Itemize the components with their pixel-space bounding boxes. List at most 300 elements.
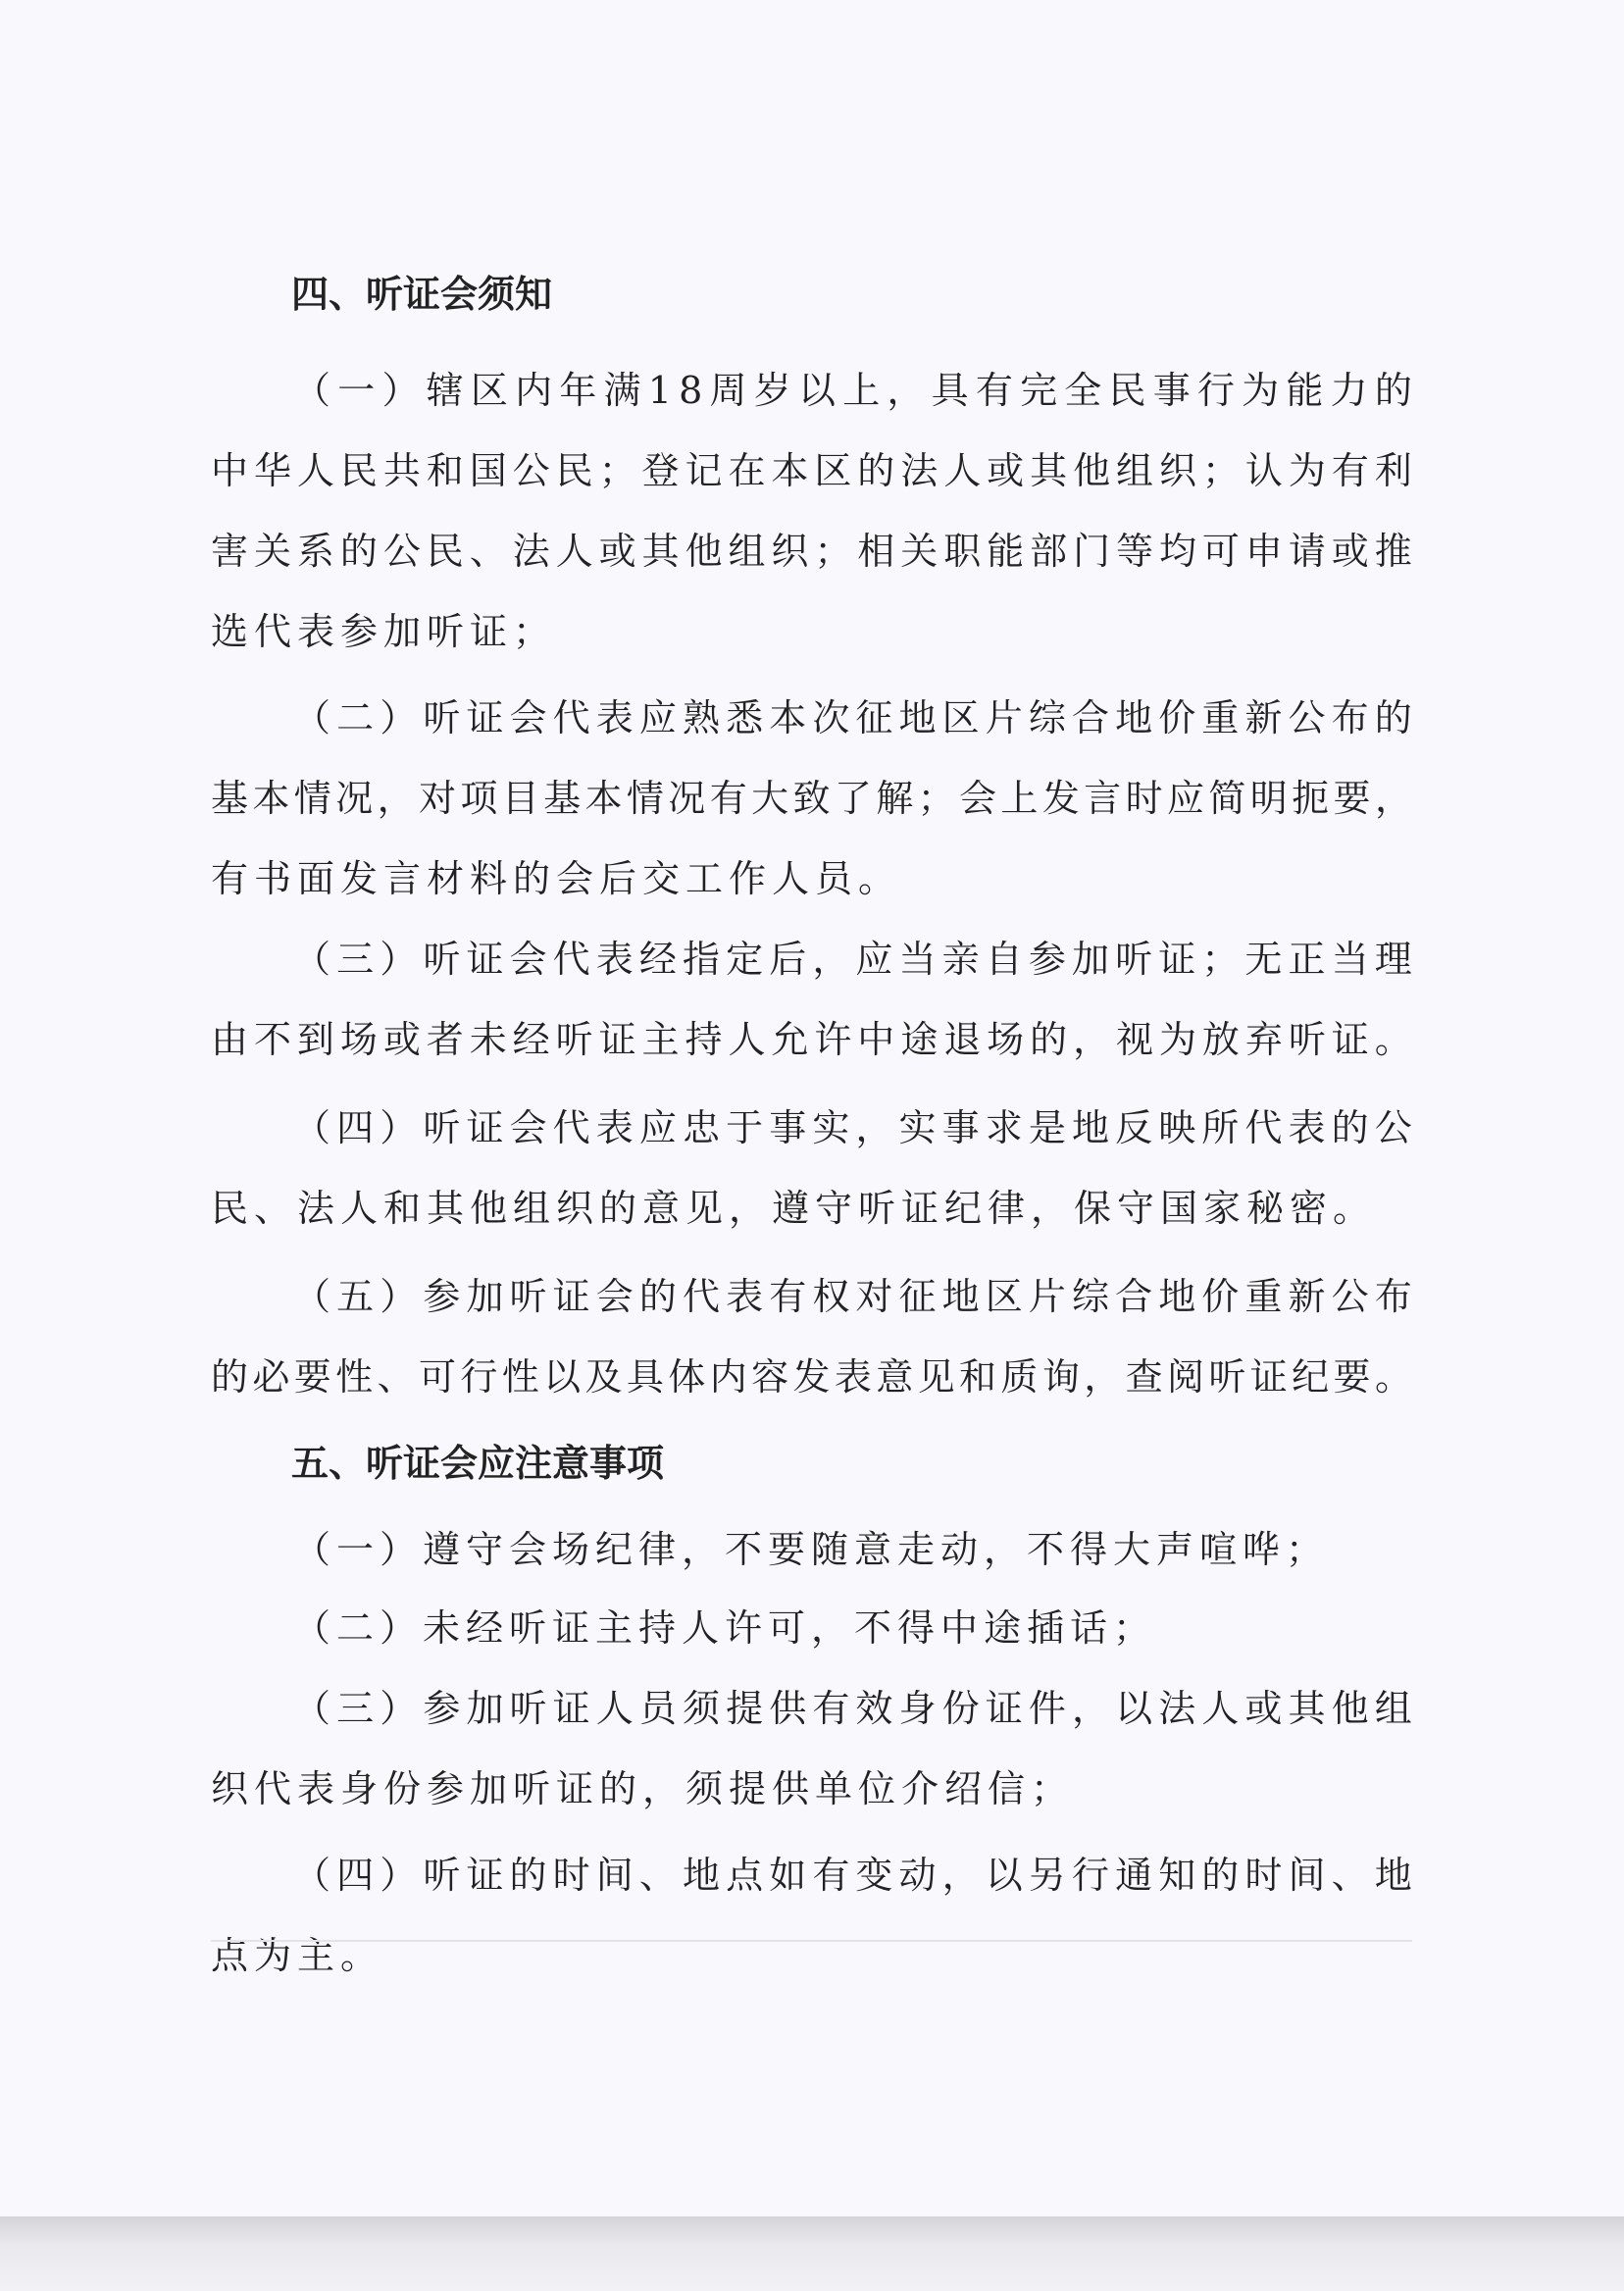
glyph: 布 — [1331, 696, 1369, 739]
glyph: 和 — [426, 449, 464, 492]
glyph: 动 — [898, 1854, 937, 1897]
glyph: 的 — [509, 1854, 547, 1897]
glyph: 听 — [509, 1275, 547, 1318]
glyph: 其 — [641, 530, 680, 573]
glyph: 情 — [293, 777, 331, 820]
text-line: 点为主。 — [211, 1934, 384, 1977]
glyph: 具 — [626, 1355, 664, 1399]
glyph: 职 — [943, 530, 982, 573]
glyph: 代 — [682, 1275, 720, 1318]
glyph: 五 — [336, 1275, 375, 1318]
glyph: 法 — [512, 530, 550, 573]
glyph: 行 — [460, 1355, 498, 1399]
glyph: 权 — [812, 1275, 850, 1318]
glyph: 合 — [1115, 1275, 1153, 1318]
faint-divider-line — [211, 1940, 1412, 1942]
glyph: 时 — [552, 1854, 590, 1897]
glyph: 要 — [293, 1355, 331, 1399]
glyph: 变 — [855, 1854, 893, 1897]
glyph: 推 — [1374, 530, 1412, 573]
glyph: 基 — [211, 777, 249, 820]
glyph: 证 — [466, 1106, 504, 1149]
glyph: 途 — [900, 1018, 939, 1061]
glyph: 对 — [855, 1275, 893, 1318]
glyph: 法 — [1158, 1687, 1196, 1730]
glyph: 于 — [726, 1106, 764, 1149]
glyph: 、 — [638, 1854, 677, 1897]
glyph: 可 — [418, 1355, 456, 1399]
glyph: 人 — [1201, 1687, 1240, 1730]
glyph: 、 — [1331, 1854, 1369, 1897]
glyph: 相 — [857, 530, 895, 573]
glyph: 对 — [418, 777, 456, 820]
glyph: 事 — [1152, 369, 1191, 412]
glyph: 间 — [595, 1854, 634, 1897]
glyph: 发 — [792, 1355, 831, 1399]
glyph: 听 — [1208, 1355, 1246, 1399]
glyph: 熟 — [682, 696, 720, 739]
glyph: 后 — [769, 938, 807, 981]
glyph: 时 — [1125, 777, 1163, 820]
glyph: 完 — [1020, 369, 1058, 412]
glyph: （ — [293, 1854, 331, 1897]
glyph: 会 — [509, 696, 547, 739]
glyph: 体 — [668, 1355, 706, 1399]
glyph: 组 — [1374, 1687, 1412, 1730]
glyph: 允 — [771, 1018, 809, 1061]
glyph: 要 — [1333, 1355, 1371, 1399]
glyph: 听 — [423, 1106, 461, 1149]
glyph: 加 — [466, 1687, 504, 1730]
glyph: 映 — [1158, 1106, 1196, 1149]
glyph: 片 — [985, 696, 1023, 739]
glyph: 或 — [598, 530, 636, 573]
glyph: 申 — [1244, 530, 1283, 573]
glyph: 不 — [253, 1018, 291, 1061]
glyph: 主 — [641, 1018, 680, 1061]
glyph: 区 — [470, 369, 508, 412]
glyph: 辖 — [426, 369, 464, 412]
glyph: 意 — [876, 1355, 914, 1399]
glyph: 民 — [1108, 369, 1146, 412]
glyph: ； — [598, 449, 636, 492]
glyph: 正 — [1288, 938, 1326, 981]
glyph: 场 — [987, 1018, 1025, 1061]
glyph: 等 — [1116, 530, 1154, 573]
glyph: 经 — [512, 1018, 550, 1061]
glyph: ， — [1071, 1687, 1109, 1730]
glyph: 或 — [987, 449, 1025, 492]
glyph: 人 — [555, 530, 593, 573]
glyph: 有 — [709, 777, 747, 820]
glyph: 表 — [595, 1106, 634, 1149]
glyph: 证 — [985, 1687, 1023, 1730]
glyph: 参 — [423, 1275, 461, 1318]
glyph: 及 — [584, 1355, 623, 1399]
glyph: 本 — [252, 777, 290, 820]
glyph: 的 — [339, 530, 378, 573]
section-heading: 五、听证会应注意事项 — [291, 1442, 665, 1485]
glyph: 地 — [682, 1854, 720, 1897]
glyph: 害 — [211, 530, 249, 573]
glyph: 加 — [466, 1275, 504, 1318]
glyph: 事 — [941, 1106, 980, 1149]
glyph: 二 — [336, 696, 375, 739]
glyph: 周 — [709, 369, 747, 412]
glyph: 扼 — [1292, 777, 1330, 820]
glyph: 为 — [1158, 1018, 1196, 1061]
text-line — [293, 1851, 1412, 1900]
text-line — [211, 1352, 1412, 1401]
glyph: 的 — [857, 449, 895, 492]
glyph: 和 — [959, 1355, 997, 1399]
glyph: 员 — [638, 1687, 677, 1730]
glyph: 性 — [335, 1355, 374, 1399]
glyph: 应 — [638, 696, 677, 739]
glyph: 必 — [252, 1355, 290, 1399]
glyph: 征 — [855, 696, 893, 739]
glyph: 地 — [898, 696, 937, 739]
glyph: 行 — [1071, 1854, 1109, 1897]
glyph: 证 — [466, 1854, 504, 1897]
glyph: 是 — [1028, 1106, 1066, 1149]
glyph: 许 — [814, 1018, 852, 1061]
glyph: 有 — [975, 369, 1013, 412]
glyph: 的 — [638, 1275, 677, 1318]
glyph: 他 — [685, 530, 723, 573]
glyph: 听 — [1115, 938, 1153, 981]
glyph: 价 — [1201, 1275, 1240, 1318]
glyph: 会 — [959, 777, 997, 820]
glyph: 或 — [1244, 1687, 1283, 1730]
glyph: 有 — [769, 1275, 807, 1318]
glyph: 听 — [1288, 1018, 1326, 1061]
glyph: ， — [941, 1854, 980, 1897]
glyph: 证 — [466, 938, 504, 981]
glyph: 退 — [943, 1018, 982, 1061]
glyph: 悉 — [726, 696, 764, 739]
glyph: （ — [293, 938, 331, 981]
scan-bottom-edge — [0, 2216, 1624, 2291]
glyph: 简 — [1208, 777, 1246, 820]
glyph: 表 — [726, 1275, 764, 1318]
glyph: 或 — [1331, 530, 1369, 573]
glyph: ， — [812, 938, 850, 981]
glyph: 实 — [898, 1106, 937, 1149]
glyph: 内 — [709, 1355, 747, 1399]
glyph: 关 — [900, 530, 939, 573]
glyph: 人 — [595, 1687, 634, 1730]
glyph: 四 — [336, 1106, 375, 1149]
glyph: 应 — [1166, 777, 1204, 820]
glyph: 年 — [559, 369, 597, 412]
glyph: 公 — [1288, 696, 1326, 739]
text-line — [293, 1684, 1412, 1733]
text-line: 民、法人和其他组织的意见，遵守听证纪律，保守国家秘密。 — [211, 1187, 1377, 1230]
glyph: 证 — [552, 1275, 590, 1318]
glyph: 者 — [426, 1018, 464, 1061]
glyph: 组 — [728, 530, 766, 573]
glyph: 况 — [335, 777, 374, 820]
glyph: 会 — [509, 938, 547, 981]
glyph: 他 — [1073, 449, 1111, 492]
glyph: 提 — [726, 1687, 764, 1730]
glyph: ） — [381, 369, 420, 412]
glyph: ， — [855, 1106, 893, 1149]
glyph: ， — [1374, 777, 1412, 820]
glyph: 的 — [211, 1355, 249, 1399]
glyph: 加 — [1071, 938, 1109, 981]
glyph: 内 — [515, 369, 553, 412]
glyph: 的 — [1201, 1854, 1240, 1897]
glyph: 次 — [812, 696, 850, 739]
glyph: 或 — [382, 1018, 421, 1061]
text-line — [293, 935, 1412, 984]
glyph: 无 — [1244, 938, 1283, 981]
section-heading: 四、听证会须知 — [291, 273, 553, 316]
glyph: 公 — [382, 530, 421, 573]
glyph: 满 — [603, 369, 641, 412]
glyph: 中 — [857, 1018, 895, 1061]
glyph: 四 — [336, 1854, 375, 1897]
glyph: 应 — [638, 1106, 677, 1149]
glyph: 未 — [469, 1018, 507, 1061]
glyph: 纪 — [1292, 1355, 1330, 1399]
glyph: 言 — [1084, 777, 1122, 820]
glyph: 表 — [595, 696, 634, 739]
glyph: 。 — [1374, 1018, 1412, 1061]
glyph: 供 — [769, 1687, 807, 1730]
glyph: 间 — [1288, 1854, 1326, 1897]
glyph: 会 — [509, 1106, 547, 1149]
glyph: 持 — [685, 1018, 723, 1061]
glyph: 其 — [1030, 449, 1068, 492]
text-line — [293, 693, 1412, 742]
glyph: 上 — [1000, 777, 1039, 820]
text-line: 织代表身份参加听证的，须提供单位介绍信； — [211, 1767, 1075, 1810]
glyph: 织 — [1158, 449, 1196, 492]
glyph: 人 — [728, 1018, 766, 1061]
glyph: 均 — [1158, 530, 1196, 573]
glyph: 的 — [1030, 1018, 1068, 1061]
glyph: 行 — [1196, 369, 1235, 412]
glyph: 查 — [1125, 1355, 1163, 1399]
glyph: 发 — [1041, 777, 1080, 820]
glyph: 质 — [1000, 1355, 1039, 1399]
glyph: 综 — [1071, 1275, 1109, 1318]
glyph: 听 — [509, 1687, 547, 1730]
glyph: 定 — [726, 938, 764, 981]
glyph: ） — [380, 1687, 418, 1730]
glyph: 有 — [812, 1854, 850, 1897]
glyph: 中 — [211, 449, 249, 492]
glyph: 为 — [1242, 369, 1280, 412]
glyph: 在 — [728, 449, 766, 492]
text-line — [293, 1103, 1412, 1152]
glyph: 布 — [1374, 1275, 1412, 1318]
glyph: 片 — [1028, 1275, 1066, 1318]
glyph: 表 — [1288, 1106, 1326, 1149]
glyph: 应 — [855, 938, 893, 981]
glyph: 代 — [1244, 1106, 1283, 1149]
glyph: 法 — [900, 449, 939, 492]
glyph: 以 — [1115, 1687, 1153, 1730]
glyph: 参 — [423, 1687, 461, 1730]
glyph: 基 — [543, 777, 582, 820]
glyph: 证 — [466, 696, 504, 739]
glyph: 当 — [898, 938, 937, 981]
text-line — [211, 774, 1412, 823]
glyph: 能 — [1286, 369, 1324, 412]
glyph: 全 — [1064, 369, 1102, 412]
text-line — [211, 446, 1412, 495]
glyph: 指 — [682, 938, 720, 981]
glyph: 场 — [339, 1018, 378, 1061]
glyph: 自 — [985, 938, 1023, 981]
glyph: ， — [1084, 1355, 1122, 1399]
glyph: 以 — [543, 1355, 582, 1399]
glyph: 听 — [555, 1018, 593, 1061]
glyph: 可 — [1201, 530, 1240, 573]
glyph: 国 — [469, 449, 507, 492]
glyph: 以 — [797, 369, 836, 412]
text-line — [293, 1272, 1412, 1321]
glyph: 共 — [382, 449, 421, 492]
glyph: 岁 — [753, 369, 791, 412]
glyph: 部 — [1030, 530, 1068, 573]
glyph: 地 — [1071, 1106, 1109, 1149]
glyph: 时 — [1244, 1854, 1283, 1897]
glyph: 公 — [1374, 1106, 1412, 1149]
glyph: 点 — [726, 1854, 764, 1897]
glyph: 证 — [1331, 1018, 1369, 1061]
glyph: ） — [380, 938, 418, 981]
glyph: 以 — [985, 1854, 1023, 1897]
glyph: 力 — [1330, 369, 1368, 412]
glyph: ） — [380, 1854, 418, 1897]
glyph: 地 — [1115, 696, 1153, 739]
glyph: （ — [293, 1687, 331, 1730]
glyph: 表 — [595, 938, 634, 981]
text-line — [211, 1015, 1412, 1064]
glyph: 三 — [336, 938, 375, 981]
glyph: ； — [1201, 938, 1240, 981]
glyph: 合 — [1071, 696, 1109, 739]
glyph: 目 — [501, 777, 539, 820]
glyph: （ — [293, 1106, 331, 1149]
text-line — [293, 366, 1412, 415]
glyph: 所 — [1201, 1106, 1240, 1149]
glyph: 询 — [1041, 1355, 1080, 1399]
glyph: 重 — [1244, 1275, 1283, 1318]
text-line: 有书面发言材料的会后交工作人员。 — [211, 857, 902, 900]
glyph: 门 — [1073, 530, 1111, 573]
glyph: 系 — [296, 530, 334, 573]
glyph: 本 — [584, 777, 623, 820]
glyph: 、 — [469, 530, 507, 573]
glyph: 认 — [1244, 449, 1283, 492]
glyph: 为 — [1288, 449, 1326, 492]
glyph: 三 — [336, 1687, 375, 1730]
glyph: 征 — [898, 1275, 937, 1318]
glyph: 利 — [1374, 449, 1412, 492]
glyph: ， — [887, 369, 925, 412]
glyph: 地 — [1158, 1275, 1196, 1318]
glyph: 、 — [377, 1355, 415, 1399]
glyph: 阅 — [1166, 1355, 1204, 1399]
glyph: 区 — [814, 449, 852, 492]
glyph: （ — [293, 369, 331, 412]
glyph: 华 — [253, 449, 291, 492]
glyph: 代 — [552, 1106, 590, 1149]
glyph: 听 — [423, 938, 461, 981]
glyph: 代 — [552, 938, 590, 981]
glyph: 当 — [1331, 938, 1369, 981]
glyph: 有 — [812, 1687, 850, 1730]
glyph: 本 — [771, 449, 809, 492]
glyph: 实 — [812, 1106, 850, 1149]
glyph: 关 — [253, 530, 291, 573]
glyph: 如 — [769, 1854, 807, 1897]
glyph: 证 — [1158, 938, 1196, 981]
glyph: 了 — [834, 777, 872, 820]
glyph: 到 — [296, 1018, 334, 1061]
glyph: 大 — [751, 777, 789, 820]
glyph: 证 — [598, 1018, 636, 1061]
glyph: ） — [380, 1275, 418, 1318]
text-line: 选代表参加听证； — [211, 610, 557, 653]
glyph: ； — [917, 777, 955, 820]
glyph: 通 — [1115, 1854, 1153, 1897]
glyph: 的 — [1374, 696, 1412, 739]
glyph: 新 — [1288, 1275, 1326, 1318]
glyph: ） — [380, 696, 418, 739]
glyph: （ — [293, 696, 331, 739]
glyph: 明 — [1249, 777, 1288, 820]
glyph: 人 — [296, 449, 334, 492]
glyph: 登 — [641, 449, 680, 492]
glyph: 民 — [339, 449, 378, 492]
glyph: 事 — [769, 1106, 807, 1149]
glyph: 公 — [512, 449, 550, 492]
glyph: 公 — [1331, 1275, 1369, 1318]
glyph: 证 — [1249, 1355, 1288, 1399]
glyph: （ — [293, 1275, 331, 1318]
glyph: 效 — [855, 1687, 893, 1730]
glyph: 致 — [792, 777, 831, 820]
glyph: 经 — [638, 938, 677, 981]
text-line — [211, 527, 1412, 576]
glyph: 须 — [682, 1687, 720, 1730]
glyph: 具 — [931, 369, 969, 412]
glyph: 记 — [685, 449, 723, 492]
glyph: 有 — [1331, 449, 1369, 492]
glyph: 民 — [426, 530, 464, 573]
glyph: 织 — [771, 530, 809, 573]
glyph: 况 — [668, 777, 706, 820]
glyph: 另 — [1028, 1854, 1066, 1897]
glyph: 忠 — [682, 1106, 720, 1149]
glyph: 的 — [1331, 1106, 1369, 1149]
glyph: 由 — [211, 1018, 249, 1061]
glyph: ； — [814, 530, 852, 573]
glyph: 8 — [679, 369, 703, 412]
glyph: 代 — [552, 696, 590, 739]
glyph: 区 — [985, 1275, 1023, 1318]
glyph: 解 — [876, 777, 914, 820]
glyph: 新 — [1244, 696, 1283, 739]
glyph: 民 — [555, 449, 593, 492]
